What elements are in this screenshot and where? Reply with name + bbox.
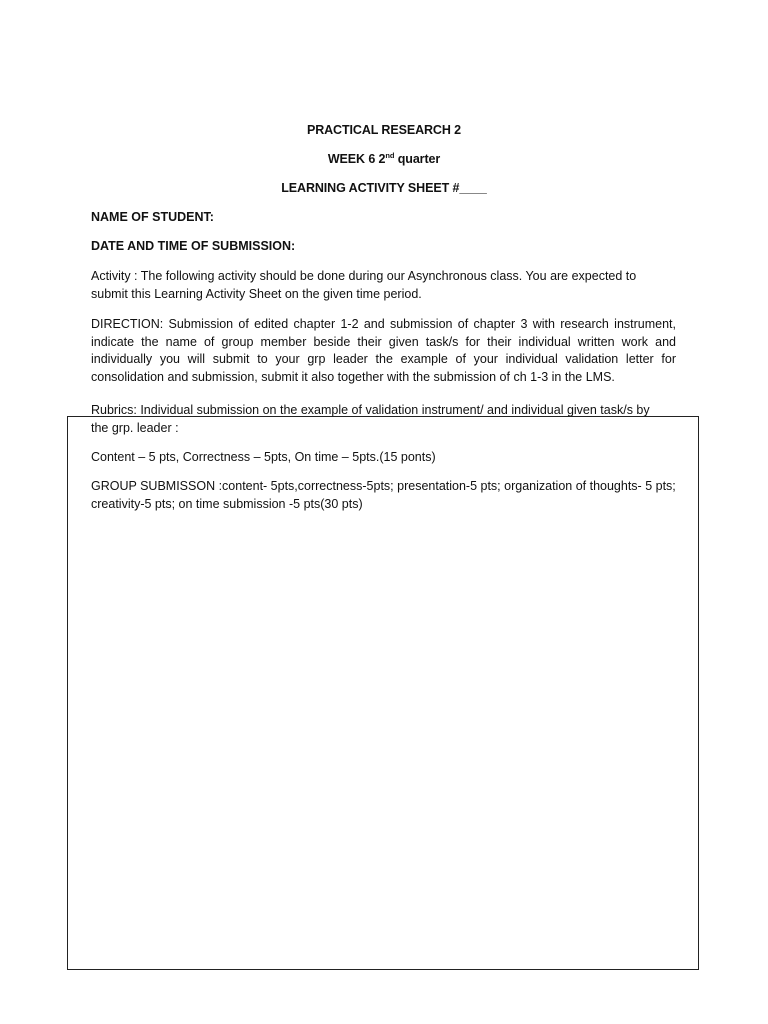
- individual-points-line: Content – 5 pts, Correctness – 5pts, On time – 5pts.(15 ponts): [91, 450, 436, 464]
- group-submission-block: [91, 478, 676, 513]
- activity-paragraph: [91, 268, 676, 303]
- student-name-label: NAME OF STUDENT:: [91, 210, 214, 224]
- activity-line-1: Activity : The following activity should be done during our Asynchronous class. You are expected to: [91, 269, 637, 283]
- week-quarter-heading: [0, 152, 768, 166]
- direction-paragraph: DIRECTION: Submission of edited chapter 1-2 and submission of chapter 3 with research instrument, indicate the name of group member beside their given task/s for their individual written work and individually you will submit to your grp leader the example of your individual validation letter for consolidation and submission, submit it also together with the submission of ch 1-3 in the LMS.: [91, 317, 676, 384]
- rubrics-line-2: the grp. leader :: [91, 421, 179, 435]
- group-submission-line-1: GROUP SUBMISSON :content- 5pts,correctness-5pts; presentation-5 pts; organization of thoughts- 5 pts;: [91, 479, 676, 493]
- group-submission-line-2: creativity-5 pts; on time submission -5 pts(30 pts): [91, 496, 363, 511]
- week-prefix: WEEK 6 2: [327, 152, 386, 166]
- submission-date-label: DATE AND TIME OF SUBMISSION:: [91, 239, 296, 253]
- subject-title: PRACTICAL RESEARCH 2: [306, 123, 462, 137]
- activity-line-2: submit this Learning Activity Sheet on the given time period.: [91, 286, 422, 301]
- week-suffix: quarter: [394, 152, 441, 166]
- rubrics-line-1: Rubrics: Individual submission on the example of validation instrument/ and individual given task/s by: [91, 403, 650, 417]
- week-ordinal-suffix: nd: [385, 151, 395, 160]
- sheet-title: LEARNING ACTIVITY SHEET #____: [281, 181, 487, 195]
